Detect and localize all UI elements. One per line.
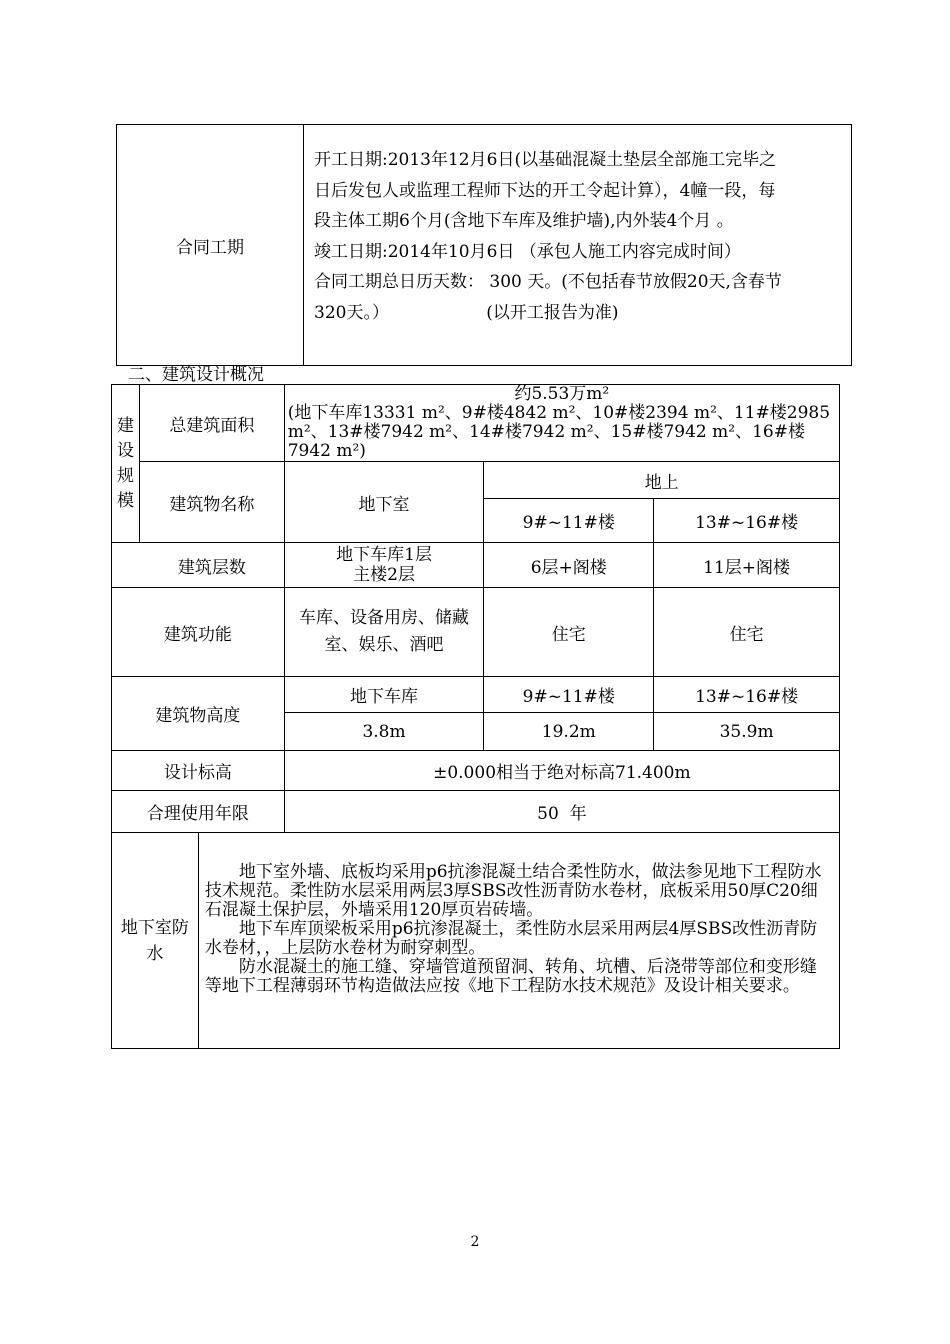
height-b: 35.9m [654,713,840,751]
height-basement: 3.8m [284,713,484,751]
contract-line: 段主体工期6个月(含地下车库及维护墙),内外装4个月 。 [314,211,734,231]
height-a: 19.2m [484,713,654,751]
floors-basement [284,543,484,588]
waterproof-label [112,833,199,1049]
waterproof-content [198,833,839,1049]
total-area-value: 约5.53万m² [514,384,610,404]
contract-period-content [304,125,852,366]
scale-label [112,385,140,543]
contract-period-table [116,124,852,366]
contract-line: 开工日期:2013年12月6日(以基础混凝土垫层全部施工完毕之 [314,150,777,170]
page-number: 2 [470,1234,480,1250]
waterproof-label-text: 地下室防水 [120,917,189,964]
function-label: 建筑功能 [112,588,285,677]
service-life-label: 合理使用年限 [112,791,285,833]
height-label: 建筑物高度 [112,677,285,751]
section-title: 二、建筑设计概况 [128,365,264,385]
function-basement: 车库、设备用房、储藏室、娱乐、酒吧 [284,588,484,677]
contract-line: 合同工期总日历天数： 300 天。(不包括春节放假20天,含春节 [314,272,782,292]
floors-basement-line1: 地下车库1层 [336,545,432,565]
height-header-basement: 地下车库 [284,677,484,713]
contract-line: 320天。） (以开工报告为准) [314,302,619,323]
floors-label [112,543,285,588]
total-area-cell [284,385,839,462]
contract-line: 日后发包人或监理工程师下达的开工令起计算），4幢一段，每 [314,180,776,201]
service-life-value: 50 年 [284,791,839,833]
elevation-value: ±0.000相当于绝对标高71.400m [284,751,839,791]
elevation-label: 设计标高 [112,751,285,791]
function-b: 住宅 [654,588,840,677]
contract-line: 竣工日期:2014年10月6日 （承包人施工内容完成时间） [314,241,741,262]
basement-header: 地下室 [284,462,484,543]
waterproof-paragraph: 地下车库顶梁板采用p6抗渗混凝土，柔性防水层采用两层4厚SBS改性沥青防水卷材，，上层防水卷材为耐穿刺型。 [204,919,818,958]
scale-label-text: 建设规模 [116,415,134,511]
floors-a: 6层+阁楼 [484,543,654,588]
height-header-b: 13#~16#楼 [654,677,840,713]
total-area-label: 总建筑面积 [139,385,284,462]
floors-basement-line2: 主楼2层 [353,565,415,585]
function-a: 住宅 [484,588,654,677]
above-ground-header: 地上 [484,462,840,499]
total-area-detail: (地下车库13331 m²、9#楼4842 m²、10#楼2394 m²、11#楼2985 m²、13#楼7942 m²、14#楼7942 m²、15#楼7942 m²、16#楼7942 m²) [287,403,831,461]
waterproof-paragraph: 防水混凝土的施工缝、穿墙管道预留洞、转角、坑槽、后浇带等部位和变形缝等地下工程薄弱环节构造做法应按《地下工程防水技术规范》及设计相关要求。 [204,957,817,996]
contract-period-label: 合同工期 [117,125,304,366]
bldg-b-header: 13#~16#楼 [654,499,840,543]
floors-b: 11层+阁楼 [654,543,840,588]
building-name-label: 建筑物名称 [139,462,284,543]
floors-label-text: 建筑层数 [177,557,246,578]
bldg-a-header: 9#~11#楼 [484,499,654,543]
height-header-a: 9#~11#楼 [484,677,654,713]
waterproof-paragraph: 地下室外墙、底板均采用p6抗渗混凝土结合柔性防水，做法参见地下工程防水技术规范。柔性防水层采用两层3厚SBS改性沥青防水卷材，底板采用50厚C20细石混凝土保护层，外墙采用120厚页岩砖墙。 [204,862,822,920]
design-overview-table [111,384,840,1049]
